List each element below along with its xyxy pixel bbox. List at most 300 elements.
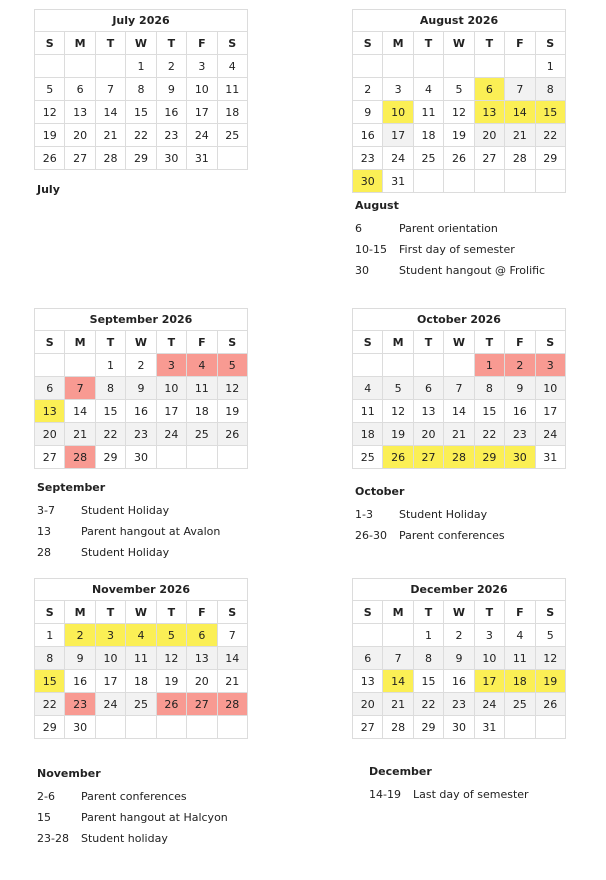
day-cell: 22 [474, 423, 504, 446]
month-table [352, 308, 566, 469]
day-cell: 28 [505, 147, 535, 170]
day-cell: 24 [383, 147, 413, 170]
day-cell: 1 [35, 624, 65, 647]
event-item [355, 218, 545, 239]
legend-title: November [37, 767, 101, 780]
day-cell: 7 [383, 647, 413, 670]
day-cell: 1 [126, 55, 156, 78]
day-cell: 30 [126, 446, 156, 469]
calendar-december [352, 578, 568, 739]
day-cell: 26 [156, 693, 186, 716]
weekday-header: F [187, 601, 217, 624]
event-dates: 10-15 [355, 243, 387, 256]
day-cell: 1 [413, 624, 443, 647]
day-cell: 3 [95, 624, 125, 647]
month-table [34, 578, 248, 739]
weekday-header: S [217, 601, 247, 624]
week-row [353, 647, 566, 670]
day-cell: 4 [187, 354, 217, 377]
weekday-header: W [444, 32, 474, 55]
day-cell: 26 [444, 147, 474, 170]
empty-cell [187, 716, 217, 739]
week-row [35, 147, 248, 170]
legend-title: December [369, 765, 432, 778]
month-title: December 2026 [353, 579, 566, 601]
event-item [37, 500, 220, 521]
week-row [353, 446, 566, 469]
day-cell: 3 [535, 354, 565, 377]
week-row [353, 716, 566, 739]
event-item [37, 807, 228, 828]
weekday-header: W [126, 601, 156, 624]
day-cell: 28 [217, 693, 247, 716]
weekday-header: T [95, 32, 125, 55]
day-cell: 16 [444, 670, 474, 693]
week-row [353, 624, 566, 647]
day-cell: 26 [217, 423, 247, 446]
empty-cell [413, 55, 443, 78]
day-cell: 1 [535, 55, 565, 78]
event-dates: 13 [37, 525, 51, 538]
day-cell: 14 [95, 101, 125, 124]
week-row [35, 354, 248, 377]
week-row [35, 78, 248, 101]
day-cell: 22 [95, 423, 125, 446]
day-cell: 29 [474, 446, 504, 469]
day-cell: 3 [187, 55, 217, 78]
day-cell: 31 [474, 716, 504, 739]
empty-cell [383, 624, 413, 647]
event-dates: 30 [355, 264, 369, 277]
event-item [355, 525, 505, 546]
legend-july [37, 183, 60, 202]
day-cell: 13 [413, 400, 443, 423]
day-cell: 19 [35, 124, 65, 147]
day-cell: 7 [65, 377, 95, 400]
day-cell: 20 [353, 693, 383, 716]
day-cell: 26 [383, 446, 413, 469]
day-cell: 11 [187, 377, 217, 400]
event-dates: 26-30 [355, 529, 387, 542]
empty-cell [217, 716, 247, 739]
day-cell: 17 [187, 101, 217, 124]
week-row [353, 170, 566, 193]
day-cell: 4 [126, 624, 156, 647]
event-label: Student hangout @ Frolific [399, 264, 546, 277]
day-cell: 15 [535, 101, 565, 124]
day-cell: 4 [413, 78, 443, 101]
day-cell: 29 [126, 147, 156, 170]
weekday-header: T [95, 601, 125, 624]
event-dates: 1-3 [355, 508, 373, 521]
legend-title: July [37, 183, 60, 196]
empty-cell [95, 55, 125, 78]
day-cell: 11 [505, 647, 535, 670]
day-cell: 3 [474, 624, 504, 647]
day-cell: 20 [413, 423, 443, 446]
day-cell: 21 [95, 124, 125, 147]
day-cell: 14 [65, 400, 95, 423]
day-cell: 16 [65, 670, 95, 693]
day-cell: 23 [505, 423, 535, 446]
empty-cell [444, 170, 474, 193]
day-cell: 23 [444, 693, 474, 716]
event-label: Parent conferences [399, 529, 505, 542]
day-cell: 18 [505, 670, 535, 693]
day-cell: 2 [156, 55, 186, 78]
day-cell: 20 [65, 124, 95, 147]
day-cell: 9 [65, 647, 95, 670]
day-cell: 16 [353, 124, 383, 147]
weekday-header: F [505, 32, 535, 55]
day-cell: 11 [217, 78, 247, 101]
event-dates: 23-28 [37, 832, 69, 845]
day-cell: 12 [535, 647, 565, 670]
day-cell: 7 [444, 377, 474, 400]
day-cell: 2 [126, 354, 156, 377]
day-cell: 29 [413, 716, 443, 739]
day-cell: 8 [35, 647, 65, 670]
month-table [34, 308, 248, 469]
empty-cell [65, 354, 95, 377]
empty-cell [444, 55, 474, 78]
day-cell: 19 [156, 670, 186, 693]
event-dates: 2-6 [37, 790, 55, 803]
empty-cell [187, 446, 217, 469]
day-cell: 8 [474, 377, 504, 400]
empty-cell [444, 354, 474, 377]
weekday-header: M [65, 32, 95, 55]
empty-cell [156, 446, 186, 469]
empty-cell [474, 170, 504, 193]
day-cell: 29 [535, 147, 565, 170]
event-label: Parent hangout at Avalon [81, 525, 221, 538]
day-cell: 8 [535, 78, 565, 101]
day-cell: 6 [474, 78, 504, 101]
day-cell: 17 [474, 670, 504, 693]
legend-august [355, 199, 545, 281]
week-row [35, 716, 248, 739]
day-cell: 27 [353, 716, 383, 739]
event-label: Student Holiday [399, 508, 488, 521]
day-cell: 18 [353, 423, 383, 446]
day-cell: 5 [383, 377, 413, 400]
weekday-header: S [535, 32, 565, 55]
day-cell: 19 [444, 124, 474, 147]
event-dates: 14-19 [369, 788, 401, 801]
day-cell: 25 [187, 423, 217, 446]
event-label: Parent conferences [81, 790, 187, 803]
week-row [35, 693, 248, 716]
day-cell: 28 [65, 446, 95, 469]
weekday-header: W [444, 601, 474, 624]
weekday-header: T [156, 32, 186, 55]
weekday-header: S [353, 32, 383, 55]
event-dates: 28 [37, 546, 51, 559]
day-cell: 14 [383, 670, 413, 693]
day-cell: 22 [413, 693, 443, 716]
week-row [35, 446, 248, 469]
day-cell: 1 [95, 354, 125, 377]
empty-cell [126, 716, 156, 739]
week-row [353, 354, 566, 377]
day-cell: 18 [126, 670, 156, 693]
day-cell: 8 [126, 78, 156, 101]
empty-cell [353, 354, 383, 377]
empty-cell [474, 55, 504, 78]
weekday-header: W [444, 331, 474, 354]
month-title: August 2026 [353, 10, 566, 32]
event-label: First day of semester [399, 243, 515, 256]
week-row [353, 670, 566, 693]
day-cell: 23 [156, 124, 186, 147]
day-cell: 20 [474, 124, 504, 147]
day-cell: 21 [217, 670, 247, 693]
weekday-header: T [413, 32, 443, 55]
day-cell: 2 [505, 354, 535, 377]
day-cell: 4 [217, 55, 247, 78]
empty-cell [65, 55, 95, 78]
day-cell: 20 [187, 670, 217, 693]
day-cell: 27 [187, 693, 217, 716]
empty-cell [383, 55, 413, 78]
empty-cell [413, 354, 443, 377]
weekday-header: M [383, 331, 413, 354]
event-label: Student Holiday [81, 546, 170, 559]
day-cell: 6 [413, 377, 443, 400]
weekday-header: S [353, 601, 383, 624]
day-cell: 18 [413, 124, 443, 147]
event-label: Parent orientation [399, 222, 498, 235]
day-cell: 6 [35, 377, 65, 400]
day-cell: 20 [35, 423, 65, 446]
day-cell: 24 [187, 124, 217, 147]
day-cell: 9 [353, 101, 383, 124]
legend-title: October [355, 485, 405, 498]
day-cell: 27 [474, 147, 504, 170]
weekday-header: S [217, 331, 247, 354]
weekday-header: W [126, 331, 156, 354]
weekday-header: T [474, 601, 504, 624]
month-table [34, 9, 248, 170]
day-cell: 18 [217, 101, 247, 124]
weekday-header: S [535, 601, 565, 624]
weekday-header: M [383, 601, 413, 624]
week-row [35, 101, 248, 124]
day-cell: 23 [65, 693, 95, 716]
empty-cell [217, 446, 247, 469]
day-cell: 22 [126, 124, 156, 147]
weekday-header: S [353, 331, 383, 354]
empty-cell [35, 354, 65, 377]
day-cell: 28 [95, 147, 125, 170]
day-cell: 10 [156, 377, 186, 400]
empty-cell [413, 170, 443, 193]
weekday-header: T [413, 331, 443, 354]
day-cell: 13 [65, 101, 95, 124]
day-cell: 6 [65, 78, 95, 101]
month-title: October 2026 [353, 309, 566, 331]
day-cell: 22 [535, 124, 565, 147]
week-row [35, 647, 248, 670]
legend-december [369, 765, 529, 805]
day-cell: 12 [444, 101, 474, 124]
day-cell: 13 [187, 647, 217, 670]
empty-cell [383, 354, 413, 377]
day-cell: 31 [535, 446, 565, 469]
day-cell: 15 [413, 670, 443, 693]
event-label: Parent hangout at Halcyon [81, 811, 228, 824]
day-cell: 2 [444, 624, 474, 647]
day-cell: 10 [474, 647, 504, 670]
event-item [37, 828, 228, 849]
legend-october [355, 485, 505, 546]
day-cell: 26 [535, 693, 565, 716]
week-row [353, 377, 566, 400]
calendar-july [34, 9, 250, 170]
calendar-november [34, 578, 250, 739]
day-cell: 6 [187, 624, 217, 647]
event-item [369, 784, 529, 805]
empty-cell [217, 147, 247, 170]
day-cell: 31 [383, 170, 413, 193]
day-cell: 28 [444, 446, 474, 469]
month-title: July 2026 [35, 10, 248, 32]
empty-cell [156, 716, 186, 739]
day-cell: 30 [444, 716, 474, 739]
day-cell: 9 [505, 377, 535, 400]
calendar-october [352, 308, 568, 469]
month-title: September 2026 [35, 309, 248, 331]
weekday-header: F [505, 601, 535, 624]
empty-cell [95, 716, 125, 739]
day-cell: 9 [444, 647, 474, 670]
day-cell: 3 [383, 78, 413, 101]
week-row [353, 55, 566, 78]
day-cell: 2 [353, 78, 383, 101]
empty-cell [353, 624, 383, 647]
day-cell: 10 [95, 647, 125, 670]
weekday-header: T [474, 331, 504, 354]
day-cell: 16 [156, 101, 186, 124]
weekday-header: F [187, 32, 217, 55]
event-dates: 6 [355, 222, 362, 235]
empty-cell [535, 716, 565, 739]
week-row [353, 101, 566, 124]
week-row [35, 670, 248, 693]
day-cell: 4 [505, 624, 535, 647]
weekday-header: S [217, 32, 247, 55]
week-row [353, 147, 566, 170]
day-cell: 25 [217, 124, 247, 147]
day-cell: 22 [35, 693, 65, 716]
day-cell: 28 [383, 716, 413, 739]
event-label: Student Holiday [81, 504, 170, 517]
day-cell: 18 [187, 400, 217, 423]
week-row [35, 400, 248, 423]
day-cell: 13 [35, 400, 65, 423]
day-cell: 10 [535, 377, 565, 400]
day-cell: 14 [505, 101, 535, 124]
day-cell: 15 [474, 400, 504, 423]
event-item [355, 504, 505, 525]
week-row [353, 423, 566, 446]
empty-cell [35, 55, 65, 78]
weekday-header: M [383, 32, 413, 55]
day-cell: 1 [474, 354, 504, 377]
day-cell: 4 [353, 377, 383, 400]
week-row [35, 55, 248, 78]
day-cell: 16 [126, 400, 156, 423]
day-cell: 17 [535, 400, 565, 423]
day-cell: 31 [187, 147, 217, 170]
day-cell: 26 [35, 147, 65, 170]
day-cell: 5 [156, 624, 186, 647]
calendar-august [352, 9, 568, 193]
day-cell: 5 [535, 624, 565, 647]
weekday-header: T [413, 601, 443, 624]
day-cell: 12 [156, 647, 186, 670]
day-cell: 5 [35, 78, 65, 101]
day-cell: 24 [535, 423, 565, 446]
day-cell: 25 [353, 446, 383, 469]
day-cell: 10 [383, 101, 413, 124]
week-row [35, 624, 248, 647]
weekday-header: M [65, 331, 95, 354]
day-cell: 30 [353, 170, 383, 193]
day-cell: 13 [474, 101, 504, 124]
weekday-header: M [65, 601, 95, 624]
day-cell: 24 [474, 693, 504, 716]
empty-cell [505, 55, 535, 78]
weekday-header: S [535, 331, 565, 354]
legend-november [37, 767, 228, 849]
week-row [35, 423, 248, 446]
day-cell: 7 [95, 78, 125, 101]
day-cell: 5 [444, 78, 474, 101]
day-cell: 8 [95, 377, 125, 400]
day-cell: 17 [156, 400, 186, 423]
day-cell: 12 [383, 400, 413, 423]
weekday-header: S [35, 331, 65, 354]
day-cell: 25 [505, 693, 535, 716]
day-cell: 11 [413, 101, 443, 124]
weekday-header: S [35, 601, 65, 624]
day-cell: 9 [156, 78, 186, 101]
day-cell: 30 [156, 147, 186, 170]
weekday-header: F [187, 331, 217, 354]
weekday-header: T [95, 331, 125, 354]
day-cell: 24 [95, 693, 125, 716]
week-row [353, 124, 566, 147]
month-title: November 2026 [35, 579, 248, 601]
day-cell: 30 [65, 716, 95, 739]
day-cell: 11 [126, 647, 156, 670]
day-cell: 16 [505, 400, 535, 423]
day-cell: 17 [95, 670, 125, 693]
day-cell: 15 [126, 101, 156, 124]
day-cell: 9 [126, 377, 156, 400]
day-cell: 5 [217, 354, 247, 377]
month-table [352, 9, 566, 193]
event-label: Student holiday [81, 832, 168, 845]
event-item [37, 786, 228, 807]
day-cell: 21 [505, 124, 535, 147]
event-item [355, 239, 545, 260]
day-cell: 12 [217, 377, 247, 400]
month-table [352, 578, 566, 739]
day-cell: 15 [35, 670, 65, 693]
